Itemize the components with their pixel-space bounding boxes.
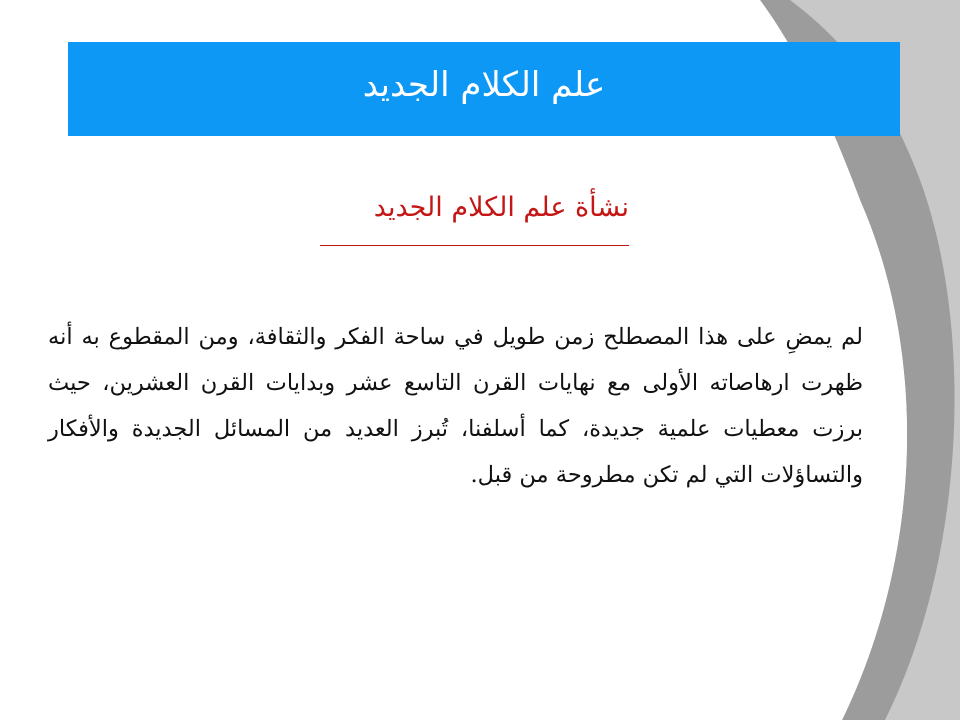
title-bar xyxy=(68,42,900,136)
section-heading-underline xyxy=(320,245,629,246)
section-heading xyxy=(320,188,629,246)
body-paragraph: لم يمضِ على هذا المصطلح زمن طويل في ساحة الفكر والثقافة، ومن المقطوع به أنه ظهرت ارهاصاته الأولى مع نهايات القرن التاسع عشر وبدايات القرن العشرين، حيث برزت معطيات علمية جديدة، كما أسلفنا، تُبرز العديد من المسائل الجديدة والأفكار والتساؤلات التي لم تكن مطروحة من قبل. xyxy=(48,324,863,488)
slide-title: علم الكلام الجديد xyxy=(362,64,606,105)
section-heading-text: نشأة علم الكلام الجديد xyxy=(373,192,629,223)
